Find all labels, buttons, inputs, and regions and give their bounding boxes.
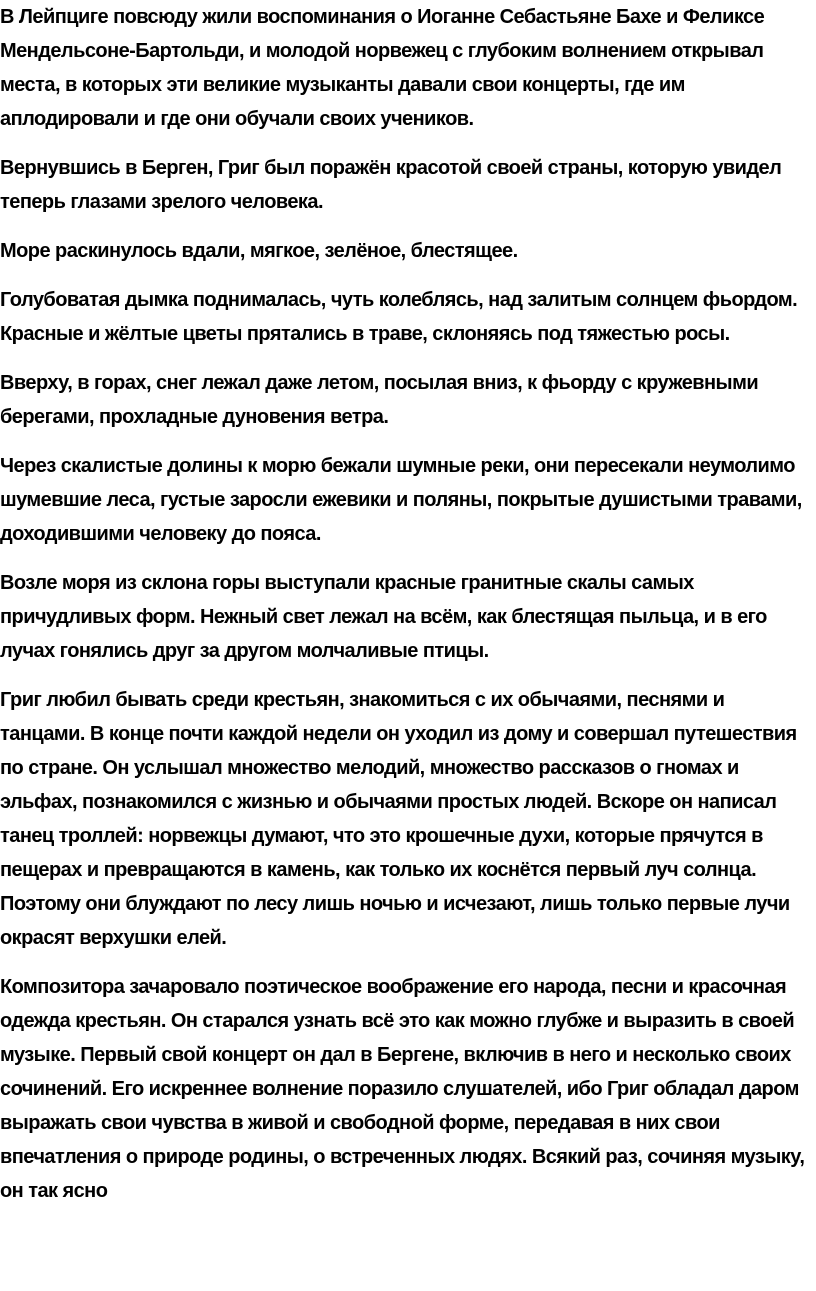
paragraph-fjord-haze: Голубоватая дымка поднималась, чуть колеблясь, над залитым солнцем фьордом. Красные и жёлтые цветы прятались в траве, склоняясь под тяжестью росы. xyxy=(0,289,798,345)
paragraph-peasants-trolls: Григ любил бывать среди крестьян, знакомиться с их обычаями, песнями и танцами. В конце почти каждой недели он уходил из дому и совершал путешествия по стране. Он услышал множество мелодий, множество рассказов о гномах и эльфах, познакомился с жизнью и обычаями простых людей. Вскоре он написал танец троллей: норвежцы думают, что это крошечные духи, которые прячутся в пещерах и превращаются в камень, как только их коснётся первый луч солнца. Поэтому они блуждают по лесу лишь ночью и исчезают, лишь только первые лучи окрасят верхушки елей. xyxy=(0,689,797,949)
paragraph-composer-concert: Композитора зачаровало поэтическое воображение его народа, песни и красочная одежда крестьян. Он старался узнать всё это как можно глубже и выразить в своей музыке. Первый свой концерт он дал в Бергене, включив в него и несколько своих сочинений. Его искреннее волнение поразило слушателей, ибо Григ обладал даром выражать свои чувства в живой и свободной форме, передавая в них свои впечатления о природе родины, о встреченных людях. Всякий раз, сочиняя музыку, он так ясно xyxy=(0,976,805,1202)
paragraph-leipzig: В Лейпциге повсюду жили воспоминания о Иоганне Себастьяне Бахе и Феликсе Мендельсоне-Бартольди, и молодой норвежец с глубоким волнением открывал места, в которых эти великие музыканты давали свои концерты, где им аплодировали и где они обучали своих учеников. xyxy=(0,6,765,130)
paragraph-rivers-valleys: Через скалистые долины к морю бежали шумные реки, они пересекали неумолимо шумевшие леса, густые заросли ежевики и поляны, покрытые душистыми травами, доходившими человеку до пояса. xyxy=(0,455,802,545)
paragraph-return-bergen: Вернувшись в Берген, Григ был поражён красотой своей страны, которую увидел теперь глазами зрелого человека. xyxy=(0,157,782,213)
paragraph-sea: Море раскинулось вдали, мягкое, зелёное, блестящее. xyxy=(0,240,518,262)
paragraph-mountains-snow: Вверху, в горах, снег лежал даже летом, посылая вниз, к фьорду с кружевными берегами, прохладные дуновения ветра. xyxy=(0,372,759,428)
paragraph-granite-rocks: Возле моря из склона горы выступали красные гранитные скалы самых причудливых форм. Нежный свет лежал на всём, как блестящая пыльца, и в его лучах гонялись друг за другом молчаливые птицы. xyxy=(0,572,767,662)
